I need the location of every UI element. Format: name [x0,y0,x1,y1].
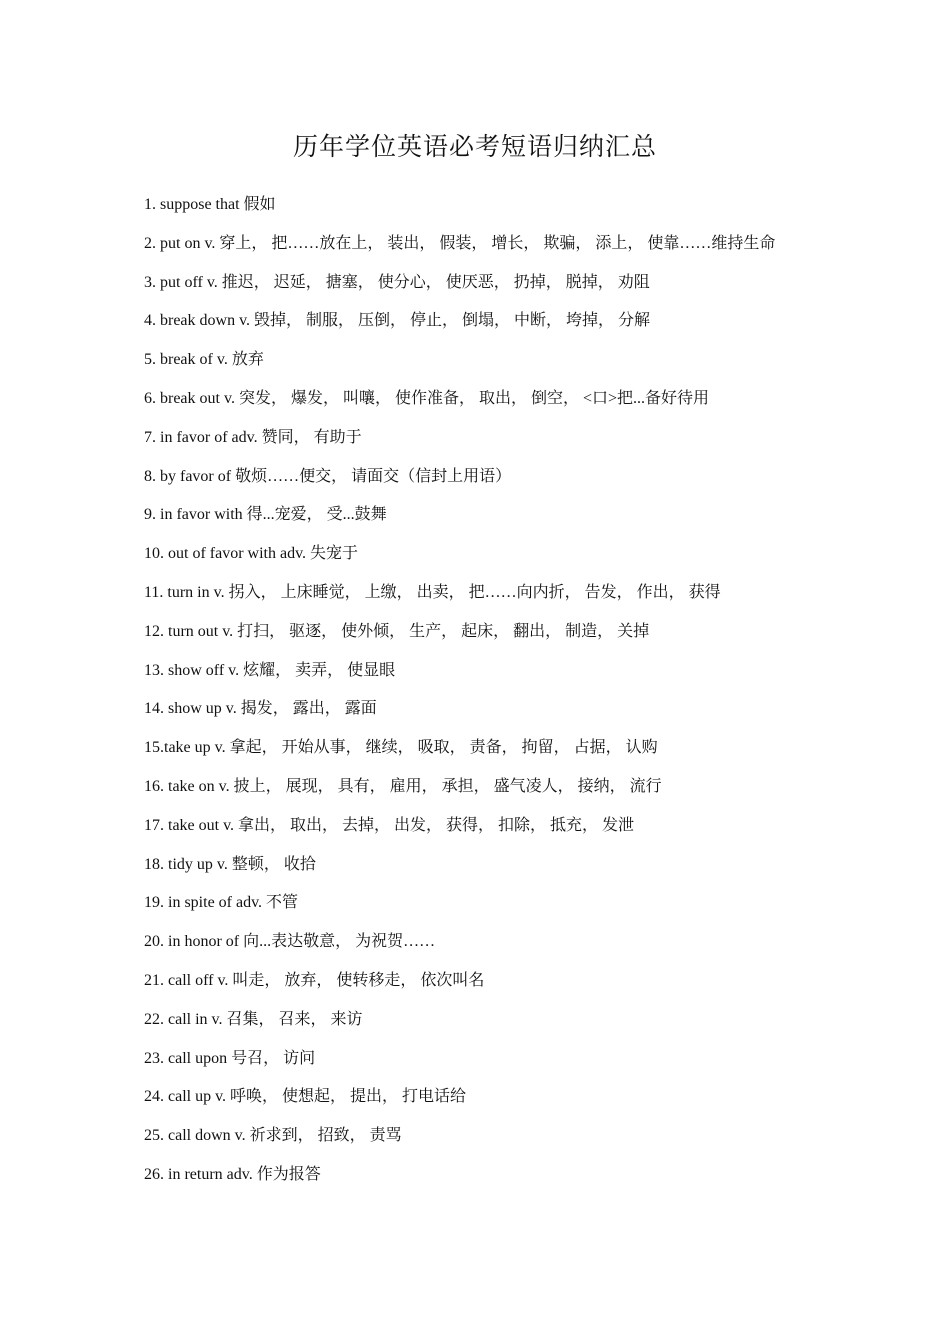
phrase-entry: 12. turn out v. 打扫， 驱逐， 使外倾， 生产， 起床， 翻出， 制造， 关掉 [144,622,650,640]
phrase-entry: 24. call up v. 呼唤， 使想起， 提出， 打电话给 [144,1088,467,1106]
phrase-entry: 2. put on v. 穿上， 把……放在上， 装出， 假装， 增长， 欺骗， 添上， 使靠……维持生命 [144,234,776,252]
document-title: 历年学位英语必考短语归纳汇总 [292,134,657,161]
phrase-entry: 10. out of favor with adv. 失宠于 [144,545,359,563]
phrase-entry: 11. turn in v. 拐入， 上床睡觉， 上缴， 出卖， 把……向内折， 告发， 作出， 获得 [144,583,721,601]
phrase-entry: 21. call off v. 叫走， 放弃， 使转移走， 依次叫名 [144,971,485,989]
phrase-entry: 22. call in v. 召集， 召来， 来访 [144,1010,363,1028]
phrase-entry: 13. show off v. 炫耀， 卖弄， 使显眼 [144,661,396,679]
phrase-entry: 14. show up v. 揭发， 露出， 露面 [144,700,377,718]
phrase-list [144,190,844,1199]
phrase-entry: 26. in return adv. 作为报答 [144,1165,321,1183]
phrase-entry: 1. suppose that 假如 [144,196,276,213]
phrase-entry: 9. in favor with 得...宠爱， 受...鼓舞 [144,506,387,524]
phrase-entry: 8. by favor of 敬烦……便交， 请面交（信封上用语） [144,467,512,485]
phrase-entry: 4. break down v. 毁掉， 制服， 压倒， 停止， 倒塌， 中断， 垮掉， 分解 [144,312,651,330]
phrase-entry: 18. tidy up v. 整顿， 收拾 [144,855,316,873]
phrase-entry: 6. break out v. 突发， 爆发， 叫嚷， 使作准备， 取出， 倒空， <口>把...备好待用 [144,389,709,407]
phrase-entry: 5. break of v. 放弃 [144,351,264,369]
phrase-entry: 3. put off v. 推迟， 迟延， 搪塞， 使分心， 使厌恶， 扔掉， 脱掉， 劝阻 [144,273,650,291]
phrase-entry: 19. in spite of adv. 不管 [144,894,299,912]
phrase-entry: 16. take on v. 披上， 展现， 具有， 雇用， 承担， 盛气凌人， 接纳， 流行 [144,777,662,795]
phrase-entry: 23. call upon 号召， 访问 [144,1049,316,1067]
phrase-entry: 25. call down v. 祈求到， 招致， 责骂 [144,1127,402,1145]
phrase-entry: 17. take out v. 拿出， 取出， 去掉， 出发， 获得， 扣除， 抵充， 发泄 [144,816,635,834]
phrase-entry: 15.take up v. 拿起， 开始从事， 继续， 吸取， 责备， 拘留， 占据， 认购 [144,739,658,757]
phrase-entry: 20. in honor of 向...表达敬意， 为祝贺…… [144,933,436,951]
phrase-entry: 7. in favor of adv. 赞同， 有助于 [144,428,362,446]
